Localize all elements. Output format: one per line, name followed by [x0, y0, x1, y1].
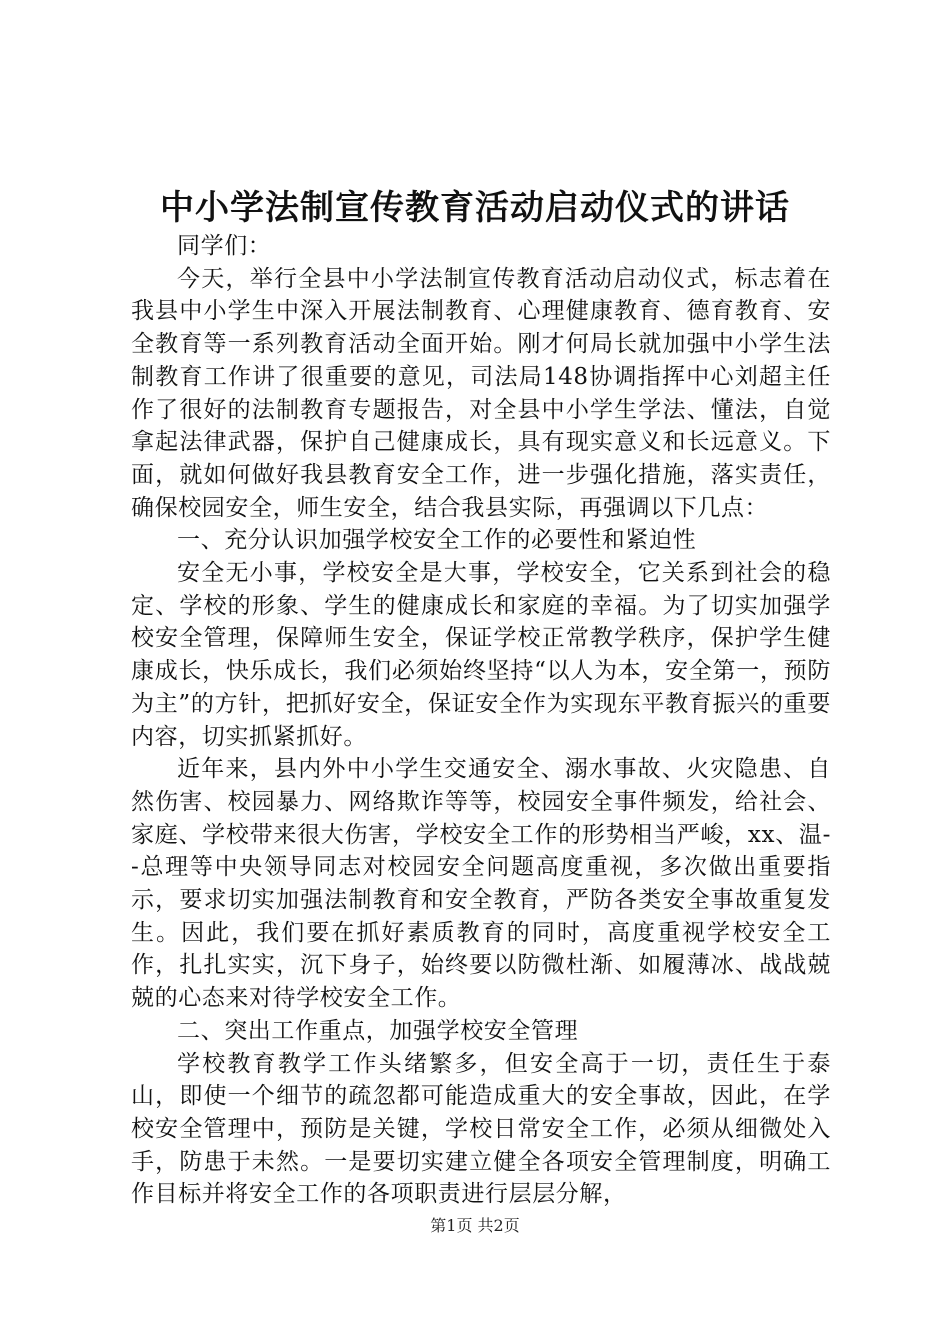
body-paragraph: 安全无小事，学校安全是大事，学校安全，它关系到社会的稳定、学校的形象、学生的健康成长和家庭的幸福。为了切实加强学校安全管理，保障师生安全，保证学校正常教学秩序，保护学生健康成长，快乐成长，我们必须始终坚持“以人为本，安全第一，预防为主”的方针，把抓好安全，保证安全作为实现东平教育振兴的重要内容，切实抓紧抓好。 [131, 560, 831, 750]
body-paragraph: 学校教育教学工作头绪繁多，但安全高于一切，责任生于泰山，即使一个细节的疏忽都可能造成重大的安全事故，因此，在学校安全管理中，预防是关键，学校日常安全工作，必须从细微处入手，防患于未然。一是要切实建立健全各项安全管理制度，明确工作目标并将安全工作的各项职责进行层层分解， [131, 1050, 831, 1208]
salutation: 同学们： [177, 233, 272, 259]
body-paragraph: 今天，举行全县中小学法制宣传教育活动启动仪式，标志着在我县中小学生中深入开展法制教育、心理健康教育、德育教育、安全教育等一系列教育活动全面开始。刚才何局长就加强中小学生法制教育工作讲了很重要的意见，司法局148协调指挥中心刘超主任作了很好的法制教育专题报告，对全县中小学生学法、懂法，自觉拿起法律武器，保护自己健康成长，具有现实意义和长远意义。下面，就如何做好我县教育安全工作，进一步强化措施，落实责任，确保校园安全，师生安全，结合我县实际，再强调以下几点： [131, 265, 831, 521]
section-heading: 一、充分认识加强学校安全工作的必要性和紧迫性 [177, 527, 697, 554]
section-heading: 二、突出工作重点，加强学校安全管理 [177, 1017, 579, 1044]
document-body [131, 230, 831, 1211]
document-title: 中小学法制宣传教育活动启动仪式的讲话 [160, 188, 790, 228]
page-indicator: 第1页 共2页 [430, 1216, 520, 1235]
body-paragraph: 近年来，县内外中小学生交通安全、溺水事故、火灾隐患、自然伤害、校园暴力、网络欺诈等等，校园安全事件频发，给社会、家庭、学校带来很大伤害，学校安全工作的形势相当严峻，xx、温--总理等中央领导同志对校园安全问题高度重视，多次做出重要指示，要求切实加强法制教育和安全教育，严防各类安全事故重复发生。因此，我们要在抓好素质教育的同时，高度重视学校安全工作，扎扎实实，沉下身子，始终要以防微杜渐、如履薄冰、战战兢兢的心态来对待学校安全工作。 [131, 756, 831, 1012]
